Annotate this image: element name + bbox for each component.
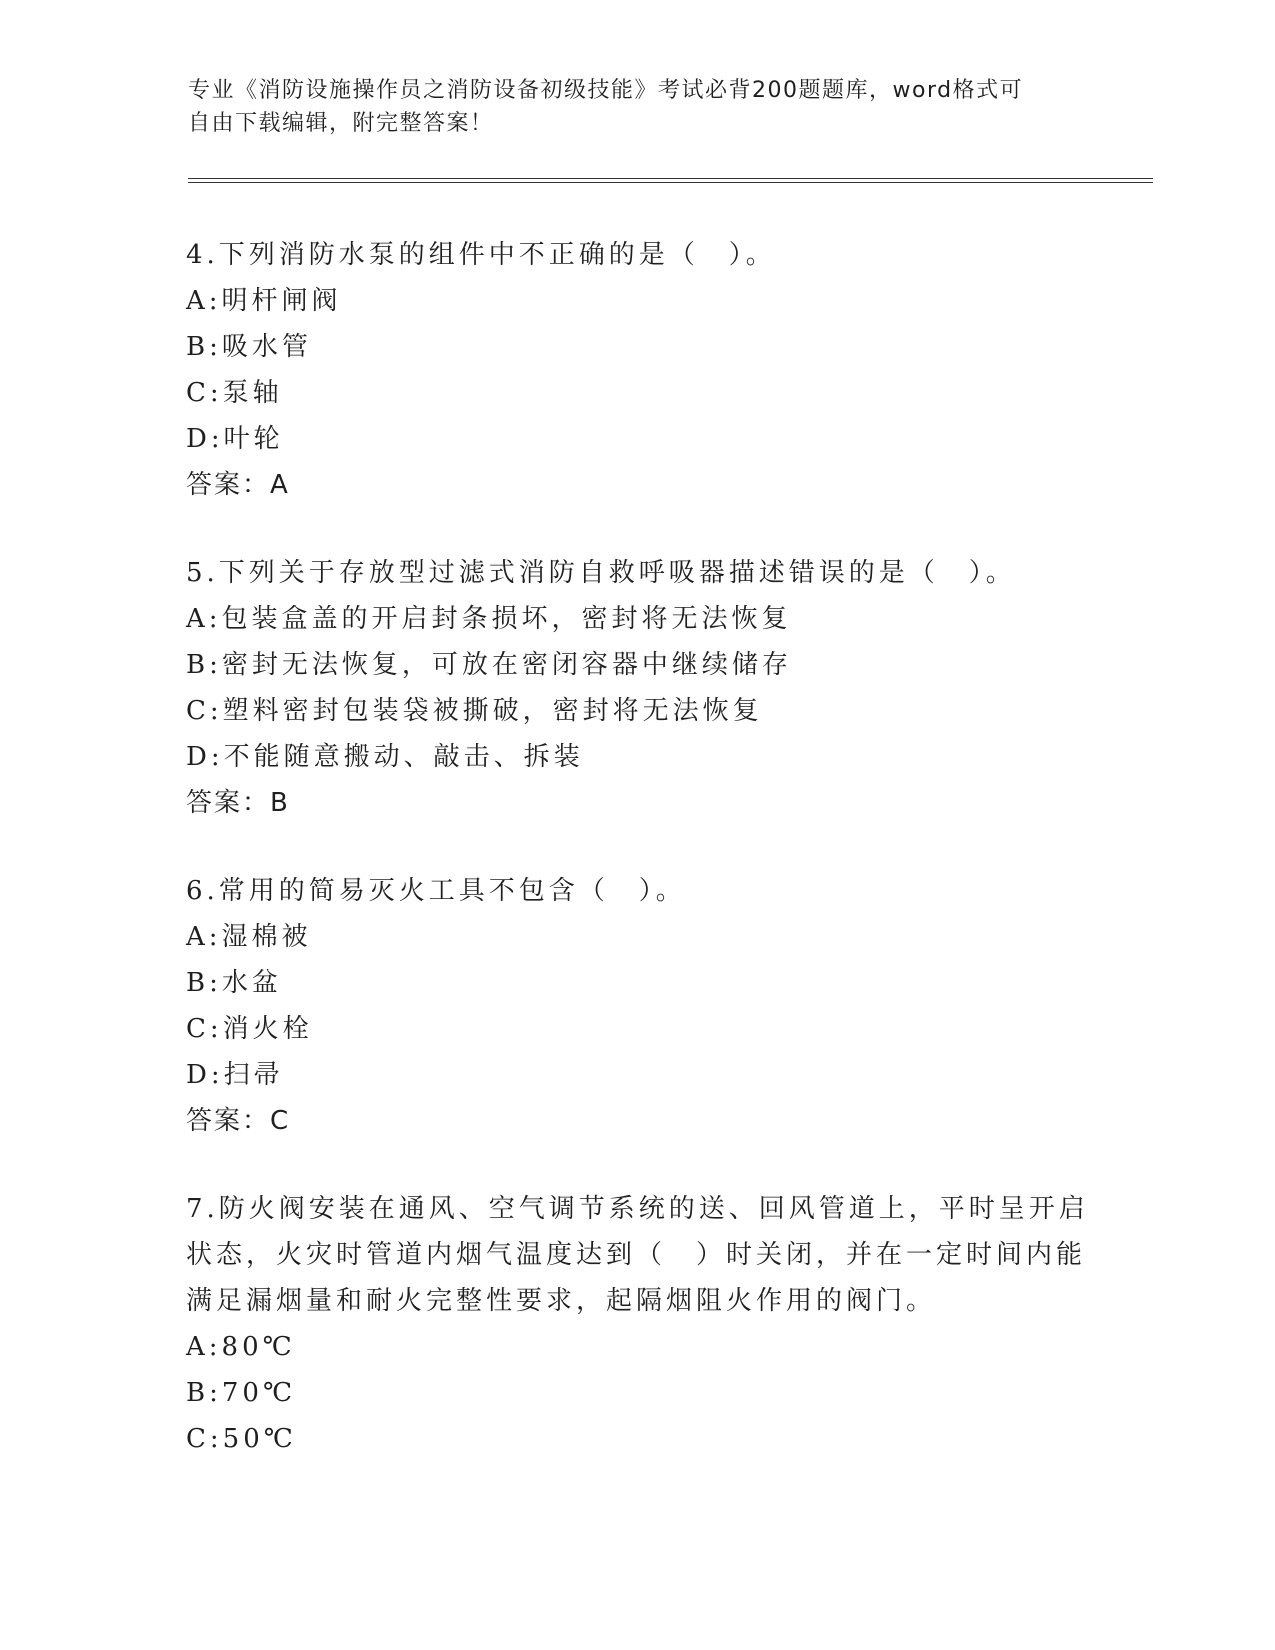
header-divider — [188, 178, 1153, 183]
option-a: A:湿棉被 — [186, 922, 312, 952]
document-header — [188, 74, 1088, 140]
question-stem-line-2: 状态，火灾时管道内烟气温度达到（ ）时关闭，并在一定时间内能 — [186, 1240, 1087, 1270]
question-stem: 4.下列消防水泵的组件中不正确的是（ ）。 — [186, 240, 776, 270]
question-6 — [186, 868, 1086, 1144]
answer: 答案：B — [186, 788, 290, 818]
option-b: B:吸水管 — [186, 332, 312, 362]
question-5 — [186, 550, 1086, 826]
option-d: D:不能随意搬动、敲击、拆装 — [186, 742, 584, 772]
option-c: C:50℃ — [186, 1424, 297, 1454]
option-a: A:80℃ — [186, 1332, 296, 1362]
option-a: A:包装盒盖的开启封条损坏，密封将无法恢复 — [186, 604, 792, 634]
option-b: B:70℃ — [186, 1378, 297, 1408]
question-7 — [186, 1186, 1089, 1462]
option-d: D:扫帚 — [186, 1060, 284, 1090]
question-list — [186, 232, 1089, 1504]
header-line-2: 自由下载编辑，附完整答案！ — [188, 111, 494, 136]
answer: 答案：A — [186, 470, 290, 500]
question-4 — [186, 232, 1086, 508]
question-stem: 5.下列关于存放型过滤式消防自救呼吸器描述错误的是（ ）。 — [186, 558, 1016, 588]
answer: 答案：C — [186, 1106, 291, 1136]
option-c: C:塑料密封包装袋被撕破，密封将无法恢复 — [186, 696, 763, 726]
option-c: C:泵轴 — [186, 378, 283, 408]
option-d: D:叶轮 — [186, 424, 284, 454]
question-stem-line-1: 7.防火阀安装在通风、空气调节系统的送、回风管道上，平时呈开启 — [186, 1194, 1089, 1224]
option-a: A:明杆闸阀 — [186, 286, 342, 316]
header-line-1: 专业《消防设施操作员之消防设备初级技能》考试必背200题题库，word格式可 — [188, 78, 1024, 103]
question-stem-line-3: 满足漏烟量和耐火完整性要求，起隔烟阻火作用的阀门。 — [186, 1286, 937, 1316]
option-b: B:密封无法恢复，可放在密闭容器中继续储存 — [186, 650, 792, 680]
option-c: C:消火栓 — [186, 1014, 313, 1044]
option-b: B:水盆 — [186, 968, 282, 998]
question-stem: 6.常用的简易灭火工具不包含（ ）。 — [186, 876, 686, 906]
